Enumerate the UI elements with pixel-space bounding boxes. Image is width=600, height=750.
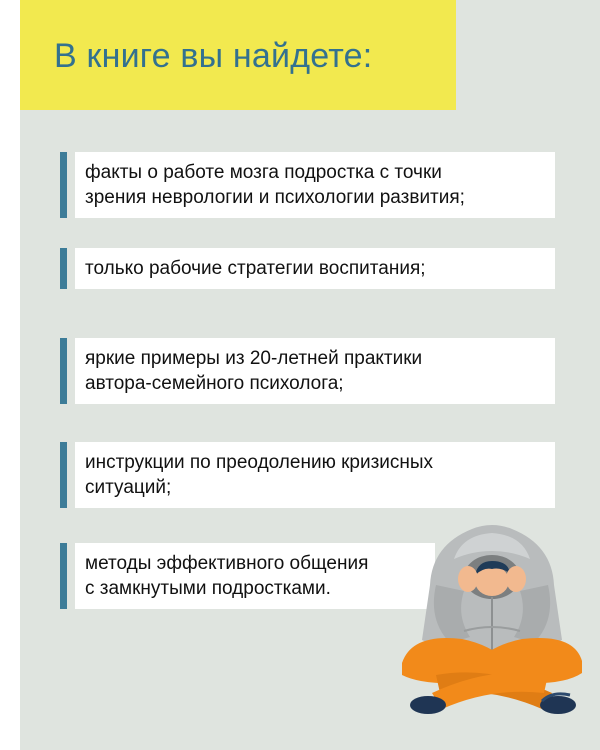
list-item-3 <box>60 338 555 404</box>
list-item-card <box>75 543 435 609</box>
list-item-4 <box>60 442 555 508</box>
list-item-text: яркие примеры из 20-летней практики <box>85 348 423 369</box>
list-item-5 <box>60 543 435 609</box>
sad-teenager-hoodie-illustration <box>392 515 592 725</box>
list-item-1 <box>60 152 555 218</box>
list-item-text: автора-семейного психолога; <box>85 373 344 394</box>
list-item-2 <box>60 248 555 289</box>
accent-bar <box>60 152 67 218</box>
list-item-card <box>75 248 555 289</box>
list-item-text: методы эффективного общения <box>85 553 369 574</box>
page-title: В книге вы найдете: <box>54 37 373 75</box>
list-item-card <box>75 152 555 218</box>
list-item-text: только рабочие стратегии воспитания; <box>85 258 426 279</box>
page <box>20 0 600 750</box>
title-banner <box>20 0 456 110</box>
list-item-text: зрения неврологии и психологии развития; <box>85 187 465 208</box>
list-item-text: факты о работе мозга подростка с точки <box>85 162 442 183</box>
list-item-card <box>75 338 555 404</box>
list-item-card <box>75 442 555 508</box>
accent-bar <box>60 442 67 508</box>
accent-bar <box>60 338 67 404</box>
accent-bar <box>60 248 67 289</box>
accent-bar <box>60 543 67 609</box>
list-item-text: с замкнутыми подростками. <box>85 578 331 599</box>
list-item-text: инструкции по преодолению кризисных <box>85 452 434 473</box>
list-item-text: ситуаций; <box>85 477 172 498</box>
